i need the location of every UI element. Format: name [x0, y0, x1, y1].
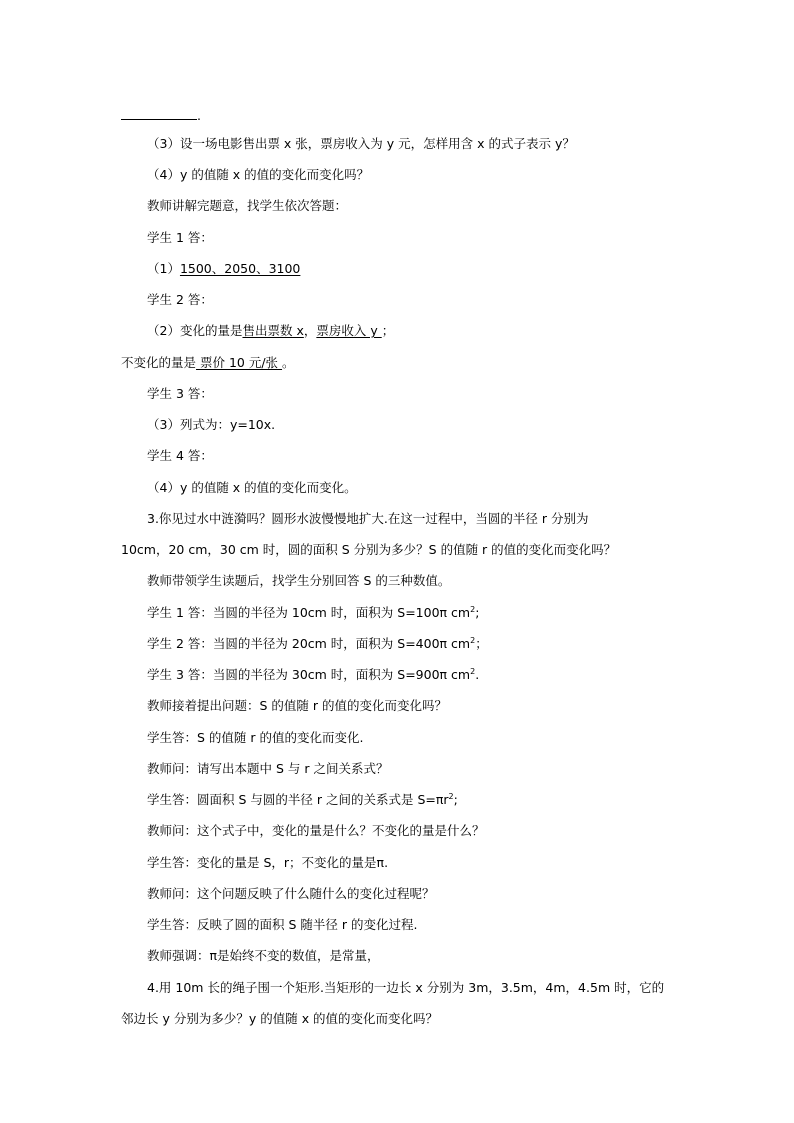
problem-4-line-1: 4.用 10m 长的绳子围一个矩形.当矩形的一边长 x 分别为 3m，3.5m，4m，4.5m 时，它的 — [147, 980, 665, 995]
teacher-question-1: 教师接着提出问题：S 的值随 r 的值的变化而变化吗？ — [147, 698, 447, 713]
student-1-label: 学生 1 答： — [147, 230, 213, 245]
question-4: （4）y 的值随 x 的值的变化而变化吗？ — [147, 167, 370, 182]
area-text-2: 学生 2 答：当圆的半径为 20cm 时，面积为 S=400π cm — [147, 636, 471, 651]
teacher-emphasis: 教师强调：π是始终不变的数值，是常量， — [147, 948, 380, 963]
answer-1-values: 1500、2050、3100 — [179, 261, 301, 276]
area-text-1: 学生 1 答：当圆的半径为 10cm 时，面积为 S=100π cm — [147, 605, 471, 620]
student-2-area — [147, 636, 488, 652]
answer-2-x: 售出票数 x — [242, 323, 304, 338]
punct: ； — [475, 636, 488, 651]
answer-blank-line — [121, 108, 201, 124]
student-answer-3: 学生答：变化的量是 S，r；不变化的量是π. — [147, 855, 389, 870]
constant-value: 票价 10 元/张 — [196, 355, 283, 370]
teacher-instruction: 教师讲解完题意，找学生依次答题： — [147, 198, 348, 213]
answer-2-text: （2）变化的量是 — [147, 323, 243, 338]
problem-3-line-1: 3.你见过水中涟漪吗？圆形水波慢慢地扩大.在这一过程中，当圆的半径 r 分别为 — [147, 511, 589, 526]
student-3-label: 学生 3 答： — [147, 386, 213, 401]
problem-4-line-2: 邻边长 y 分别为多少？y 的值随 x 的值的变化而变化吗？ — [121, 1011, 439, 1026]
punct: ; — [453, 792, 458, 807]
comma: ， — [303, 323, 317, 338]
teacher-reading: 教师带领学生读题后，找学生分别回答 S 的三种数值。 — [147, 573, 451, 588]
answer-3: （3）列式为：y=10x. — [147, 417, 276, 432]
superscript: 2 — [470, 635, 476, 645]
student-2-label: 学生 2 答： — [147, 292, 213, 307]
answer-2-y: 票房收入 y — [316, 323, 382, 338]
superscript: 2 — [470, 604, 476, 614]
answer-1-prefix: （1） — [147, 261, 180, 276]
answer-blank — [121, 109, 197, 120]
constant-text: 不变化的量是 — [121, 355, 197, 370]
period: . — [197, 108, 201, 123]
answer-1 — [147, 261, 300, 277]
student-4-label: 学生 4 答： — [147, 448, 213, 463]
punct: . — [475, 667, 480, 682]
student-answer-2 — [147, 792, 458, 808]
full-stop: 。 — [282, 355, 295, 370]
superscript: 2 — [448, 791, 454, 801]
relation-text: 学生答：圆面积 S 与圆的半径 r 之间的关系式是 S=πr — [147, 792, 449, 807]
semicolon: ； — [381, 323, 395, 338]
teacher-question-4: 教师问：这个问题反映了什么随什么的变化过程呢？ — [147, 886, 435, 901]
answer-2-constant — [121, 355, 295, 371]
teacher-question-2: 教师问：请写出本题中 S 与 r 之间关系式？ — [147, 761, 389, 776]
answer-4: （4）y 的值随 x 的值的变化而变化。 — [147, 480, 357, 495]
superscript: 2 — [470, 666, 476, 676]
area-text-3: 学生 3 答：当圆的半径为 30cm 时，面积为 S=900π cm — [147, 667, 471, 682]
question-3: （3）设一场电影售出票 x 张，票房收入为 y 元，怎样用含 x 的式子表示 y？ — [147, 136, 575, 151]
punct: ; — [475, 605, 480, 620]
student-1-area — [147, 605, 479, 621]
student-3-area — [147, 667, 479, 683]
answer-2-variable — [147, 323, 394, 339]
problem-3-line-2: 10cm，20 cm，30 cm 时，圆的面积 S 分别为多少？S 的值随 r 的值的变化而变化吗？ — [121, 542, 617, 557]
student-answer-4: 学生答：反映了圆的面积 S 随半径 r 的变化过程. — [147, 917, 418, 932]
student-answer-1: 学生答：S 的值随 r 的值的变化而变化. — [147, 730, 364, 745]
teacher-question-3: 教师问：这个式子中，变化的量是什么？不变化的量是什么？ — [147, 823, 485, 838]
